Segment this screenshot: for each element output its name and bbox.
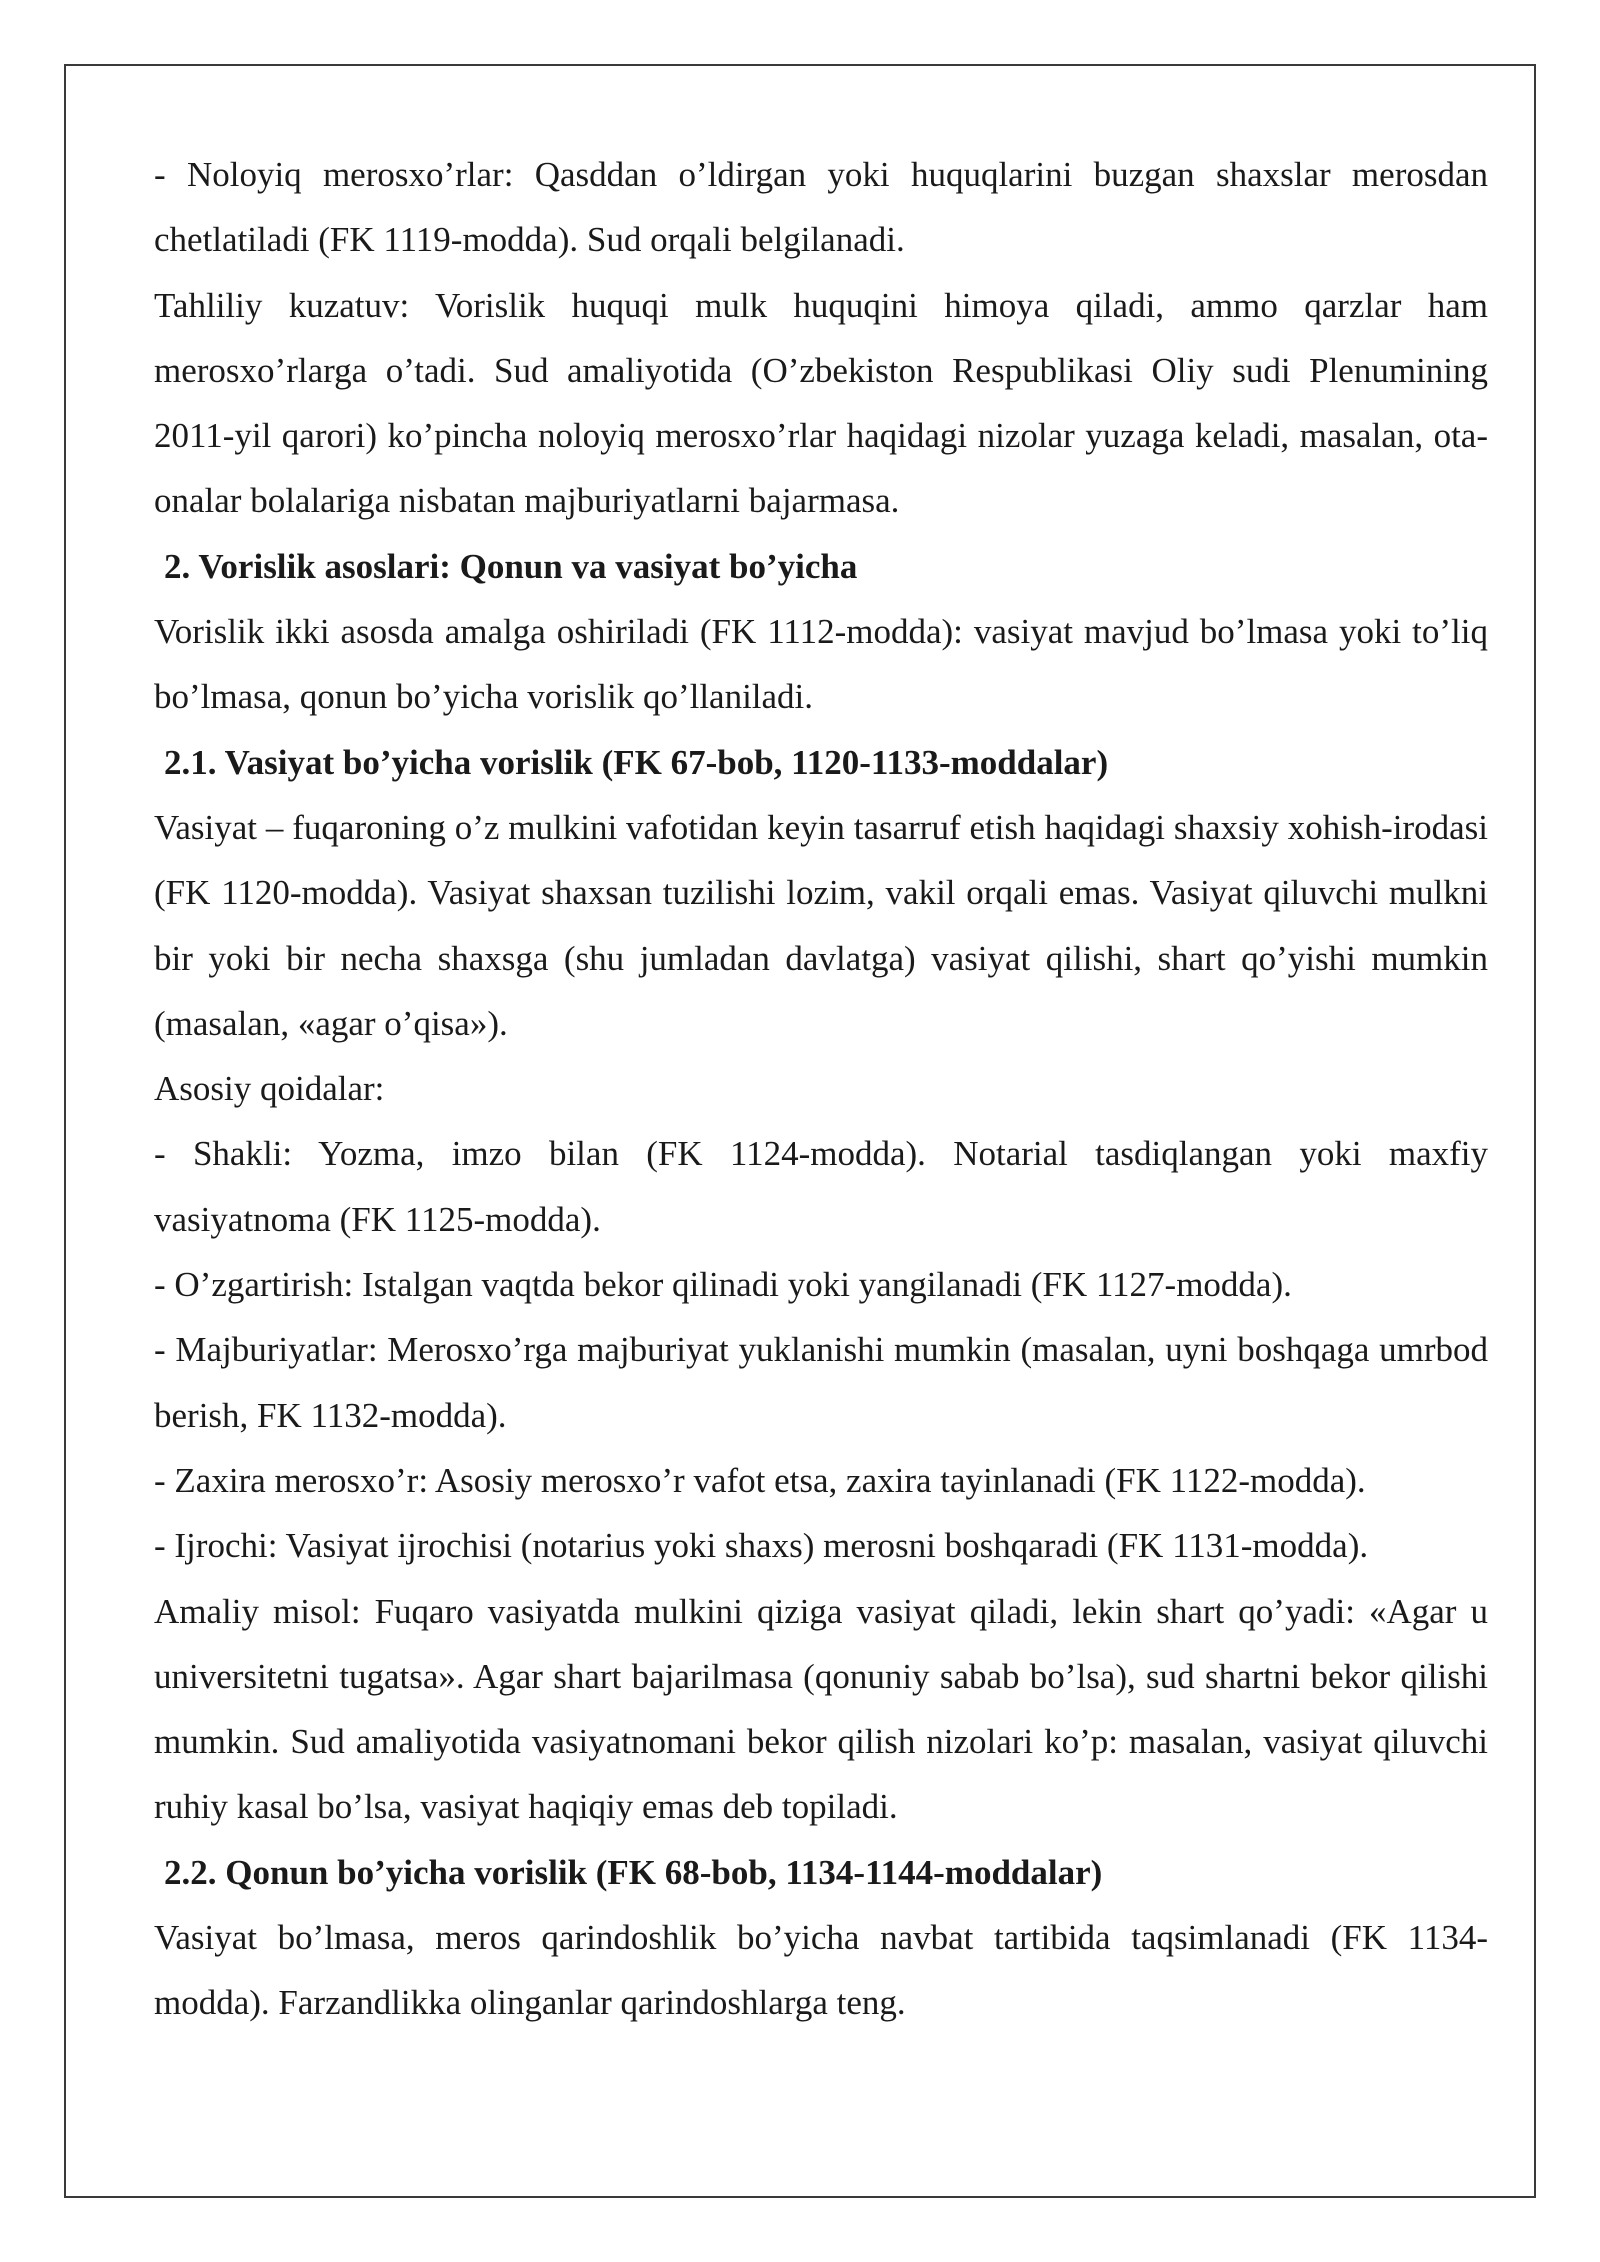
list-item-form: - Shakli: Yozma, imzo bilan (FK 1124-modda). Notarial tasdiqlangan yoki maxfiy vasiyatnoma (FK 1125-modda). xyxy=(154,1134,1488,1239)
paragraph-will-definition: Vasiyat – fuqaroning o’z mulkini vafotidan keyin tasarruf etish haqidagi shaxsiy xohish-irodasi (FK 1120-modda). Vasiyat shaxsan tuzilishi lozim, vakil orqali emas. Vasiyat qiluvchi mulkni bir yoki bir necha shaxsga (shu jumladan davlatga) vasiyat qilishi, shart qo’yishi mumkin (masalan, «agar o’qisa»). xyxy=(154,807,1488,1043)
paragraph-intestate-succession: Vasiyat bo’lmasa, meros qarindoshlik bo’yicha navbat tartibida taqsimlanadi (FK 1134-modda). Farzandlikka olinganlar qarindoshlarga teng. xyxy=(154,1918,1488,2023)
section-heading-2-1: 2.1. Vasiyat bo’yicha vorislik (FK 67-bob, 1120-1133-moddalar) xyxy=(164,742,1109,782)
paragraph-inheritance-bases: Vorislik ikki asosda amalga oshiriladi (FK 1112-modda): vasiyat mavjud bo’lmasa yoki to’liq bo’lmasa, qonun bo’yicha vorislik qo’llaniladi. xyxy=(154,612,1488,717)
list-item-amendment: - O’zgartirish: Istalgan vaqtda bekor qilinadi yoki yangilanadi (FK 1127-modda). xyxy=(154,1265,1292,1305)
section-heading-2-2: 2.2. Qonun bo’yicha vorislik (FK 68-bob, 1134-1144-moddalar) xyxy=(164,1852,1103,1892)
list-item-obligations: - Majburiyatlar: Merosxo’rga majburiyat yuklanishi mumkin (masalan, uyni boshqaga umrbod berish, FK 1132-modda). xyxy=(154,1330,1488,1435)
document-body xyxy=(154,142,1488,2036)
paragraph-analytical-observation: Tahliliy kuzatuv: Vorislik huquqi mulk huquqini himoya qiladi, ammo qarzlar ham merosxo’rlarga o’tadi. Sud amaliyotida (O’zbekiston Respublikasi Oliy sudi Plenumining 2011-yil qarori) ko’pincha noloyiq merosxo’rlar haqidagi nizolar yuzaga keladi, masalan, ota-onalar bolalariga nisbatan majburiyatlarni bajarmasa. xyxy=(154,285,1488,521)
paragraph-unworthy-heirs: - Noloyiq merosxo’rlar: Qasddan o’ldirgan yoki huquqlarini buzgan shaxslar merosdan chetlatiladi (FK 1119-modda). Sud orqali belgilanadi. xyxy=(154,155,1488,260)
paragraph-practical-example: Amaliy misol: Fuqaro vasiyatda mulkini qiziga vasiyat qiladi, lekin shart qo’yadi: «Agar u universitetni tugatsa». Agar shart bajarilmasa (qonuniy sabab bo’lsa), sud shartni bekor qilishi mumkin. Sud amaliyotida vasiyatnomani bekor qilish nizolari ko’p: masalan, vasiyat qiluvchi ruhiy kasal bo’lsa, vasiyat haqiqiy emas deb topiladi. xyxy=(154,1591,1488,1827)
list-item-reserve-heir: - Zaxira merosxo’r: Asosiy merosxo’r vafot etsa, zaxira tayinlanadi (FK 1122-modda). xyxy=(154,1460,1366,1500)
list-item-executor: - Ijrochi: Vasiyat ijrochisi (notarius yoki shaxs) merosni boshqaradi (FK 1131-modda). xyxy=(154,1526,1369,1566)
paragraph-main-rules-label: Asosiy qoidalar: xyxy=(154,1069,385,1109)
section-heading-2: 2. Vorislik asoslari: Qonun va vasiyat bo’yicha xyxy=(164,546,858,586)
